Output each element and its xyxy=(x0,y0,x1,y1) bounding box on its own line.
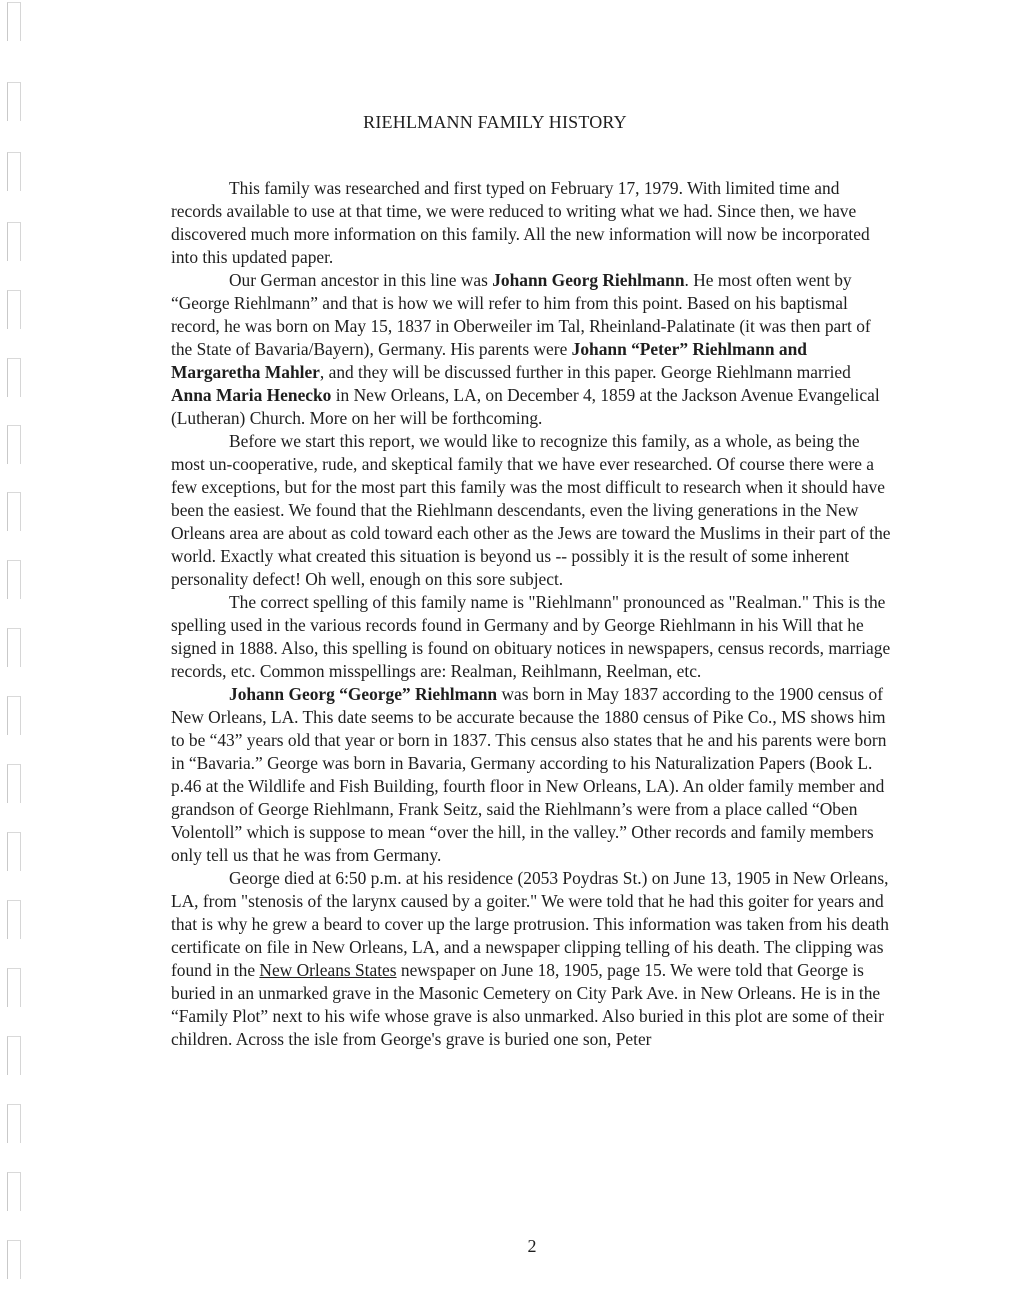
text-run: The correct spelling of this family name is "Riehlmann" pronounced as "Realman." This is the spelling used in the various records found in Germany and by George Riehlmann in his Will that he signed in 1888. Also, this spelling is found on obituary notices in newspapers, census records, marriage records, etc. Common misspellings are: Realman, Reihlmann, Reelman, etc. xyxy=(171,592,891,681)
paragraph xyxy=(171,177,891,269)
text-run: in New Orleans, LA, on December 4, 1859 at the Jackson Avenue Evangelical (Lutheran) Church. More on her will be forthcoming. xyxy=(171,385,880,428)
bold-name: Johann Georg Riehlmann xyxy=(492,270,685,290)
document-title: RIEHLMANN FAMILY HISTORY xyxy=(363,112,627,132)
paragraph xyxy=(171,683,891,867)
text-run: , and they will be discussed further in this paper. George Riehlmann married xyxy=(319,362,851,382)
text-run: This family was researched and first typed on February 17, 1979. With limited time and records available to use at that time, we were reduced to writing what we had. Since then, we have discovered much more information on this family. All the new information will now be incorporated into this updated paper. xyxy=(171,178,870,267)
paragraph xyxy=(171,269,891,430)
bold-name: Johann “Peter” Riehlmann and Margaretha Mahler xyxy=(171,339,807,382)
bold-name: Johann Georg “George” Riehlmann xyxy=(229,684,498,704)
underlined-title: New Orleans States xyxy=(259,960,397,980)
paragraph xyxy=(171,591,891,683)
text-run: was born in May 1837 according to the 1900 census of New Orleans, LA. This date seems to be accurate because the 1880 census of Pike Co., MS shows him to be “43” years old that year or born in 1837. This census also states that he and his parents were born in “Bavaria.” George was born in Bavaria, Germany according to his Naturalization Papers (Book L. p.46 at the Wildlife and Fish Building, fourth floor in New Orleans, LA). An older family member and grandson of George Riehlmann, Frank Seitz, said the Riehlmann’s were from a place called “Oben Volentoll” which is suppose to mean “over the hill, in the valley.” Other records and family members only tell us that he was from Germany. xyxy=(171,684,887,865)
page-number: 2 xyxy=(527,1236,537,1256)
paragraph xyxy=(171,867,891,1051)
text-run: George died at 6:50 p.m. at his residence (2053 Poydras St.) on June 13, 1905 in New Orleans, LA, from "stenosis of the larynx caused by a goiter." We were told that he had this goiter for years and that is why he grew a beard to cover up the large protrusion. This information was taken from his death certificate on file in New Orleans, LA, and a newspaper clipping telling of his death. The clipping was found in the xyxy=(171,868,889,980)
binder-hole-marks xyxy=(4,0,28,1315)
paragraph xyxy=(171,430,891,591)
document-body xyxy=(171,177,891,1051)
bold-name: Anna Maria Henecko xyxy=(171,385,332,405)
text-run: newspaper on June 18, 1905, page 15. We were told that George is buried in an unmarked grave in the Masonic Cemetery on City Park Ave. in New Orleans. He is in the “Family Plot” next to his wife whose grave is also unmarked. Also buried in this plot are some of their children. Across the isle from George's grave is buried one son, Peter xyxy=(171,960,884,1049)
text-run: Our German ancestor in this line was xyxy=(229,270,493,290)
text-run: . He most often went by “George Riehlmann” and that is how we will refer to him from this point. Based on his baptismal record, he was born on May 15, 1837 in Oberweiler im Tal, Rheinland-Palatinate (it was then part of the State of Bavaria/Bayern), Germany. His parents were xyxy=(171,270,871,359)
text-run: Before we start this report, we would like to recognize this family, as a whole, as being the most un-cooperative, rude, and skeptical family that we have ever researched. Of course there were a few exceptions, but for the most part this family was the most difficult to research when it should have been the easiest. We found that the Riehlmann descendants, even the living generations in the New Orleans area are about as cold toward each other as the Jews are toward the Muslims in their part of the world. Exactly what created this situation is beyond us -- possibly it is the result of some inherent personality defect! Oh well, enough on this sore subject. xyxy=(171,431,891,589)
